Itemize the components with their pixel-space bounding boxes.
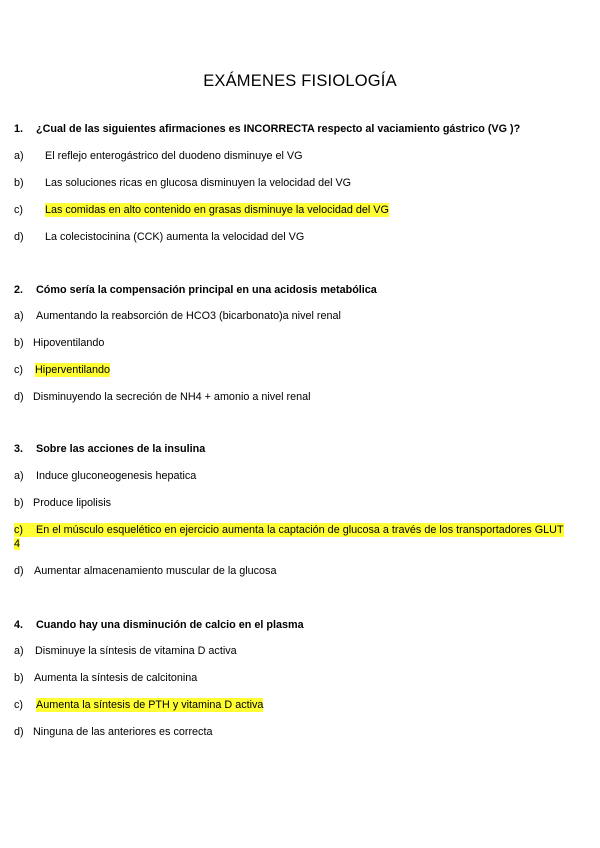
option-c-answer (14, 698, 586, 712)
option-letter: b) (14, 497, 24, 509)
option-text: Hipoventilando (33, 337, 105, 349)
option-letter: a) (14, 645, 24, 657)
option-c-answer (14, 363, 586, 377)
question-2 (14, 283, 586, 403)
option-b (14, 671, 586, 685)
option-text: Ninguna de las anteriores es correcta (33, 726, 213, 738)
question-number: 1. (14, 123, 24, 135)
highlighted-answer-text-continued: 4 (14, 538, 21, 550)
option-a (14, 309, 586, 323)
option-letter: c) (14, 523, 36, 537)
question-number: 4. (14, 619, 24, 631)
option-letter: c) (14, 699, 23, 711)
option-letter: c) (14, 364, 23, 376)
option-letter: c) (14, 204, 23, 216)
question-3 (14, 442, 586, 577)
question-number: 3. (14, 443, 24, 455)
question-1 (14, 122, 586, 243)
option-d (14, 390, 586, 404)
option-b (14, 496, 586, 510)
option-text: Produce lipolisis (33, 497, 112, 509)
highlighted-answer-text: Las comidas en alto contenido en grasas disminuye la velocidad del VG (45, 204, 389, 216)
option-b (14, 176, 586, 190)
option-letter: d) (14, 231, 24, 243)
option-letter: d) (14, 726, 24, 738)
question-4 (14, 618, 586, 738)
option-letter: b) (14, 177, 24, 189)
option-text: Aumenta la síntesis de calcitonina (34, 672, 198, 684)
option-d (14, 564, 586, 578)
option-a (14, 149, 586, 163)
option-letter: d) (14, 391, 24, 403)
option-letter: a) (14, 310, 24, 322)
highlighted-answer-text: Hiperventilando (35, 364, 111, 376)
option-text: El reflejo enterogástrico del duodeno disminuye el VG (45, 150, 303, 162)
option-letter: a) (14, 150, 24, 162)
question-text: Sobre las acciones de la insulina (36, 443, 206, 455)
option-a (14, 469, 586, 483)
option-a (14, 644, 586, 658)
option-letter: a) (14, 470, 24, 482)
question-number: 2. (14, 284, 24, 296)
option-c-answer (14, 203, 586, 217)
option-letter: b) (14, 337, 24, 349)
option-text: Aumentando la reabsorción de HCO3 (bicarbonato)a nivel renal (36, 310, 341, 322)
option-c-answer (14, 523, 586, 551)
option-text: Aumentar almacenamiento muscular de la glucosa (34, 565, 277, 577)
highlighted-answer-text: En el músculo esquelético en ejercicio aumenta la captación de glucosa a través de los transportadores GLUT (36, 524, 564, 536)
highlighted-answer-text: Aumenta la síntesis de PTH y vitamina D activa (36, 699, 264, 711)
question-text: ¿Cual de las siguientes afirmaciones es INCORRECTA respecto al vaciamiento gástrico (VG )? (36, 123, 521, 135)
option-text: Disminuyendo la secreción de NH4 + amonio a nivel renal (33, 391, 311, 403)
option-b (14, 336, 586, 350)
option-d (14, 725, 586, 739)
option-letter: b) (14, 672, 24, 684)
option-text: Las soluciones ricas en glucosa disminuyen la velocidad del VG (45, 177, 352, 189)
option-letter: d) (14, 565, 24, 577)
option-d (14, 230, 586, 244)
page-title: EXÁMENES FISIOLOGÍA (203, 72, 397, 90)
option-text: Induce gluconeogenesis hepatica (36, 470, 197, 482)
option-text: Disminuye la síntesis de vitamina D activa (35, 645, 237, 657)
option-text: La colecistocinina (CCK) aumenta la velocidad del VG (45, 231, 305, 243)
question-text: Cuando hay una disminución de calcio en el plasma (36, 619, 304, 631)
question-text: Cómo sería la compensación principal en una acidosis metabólica (36, 284, 377, 296)
